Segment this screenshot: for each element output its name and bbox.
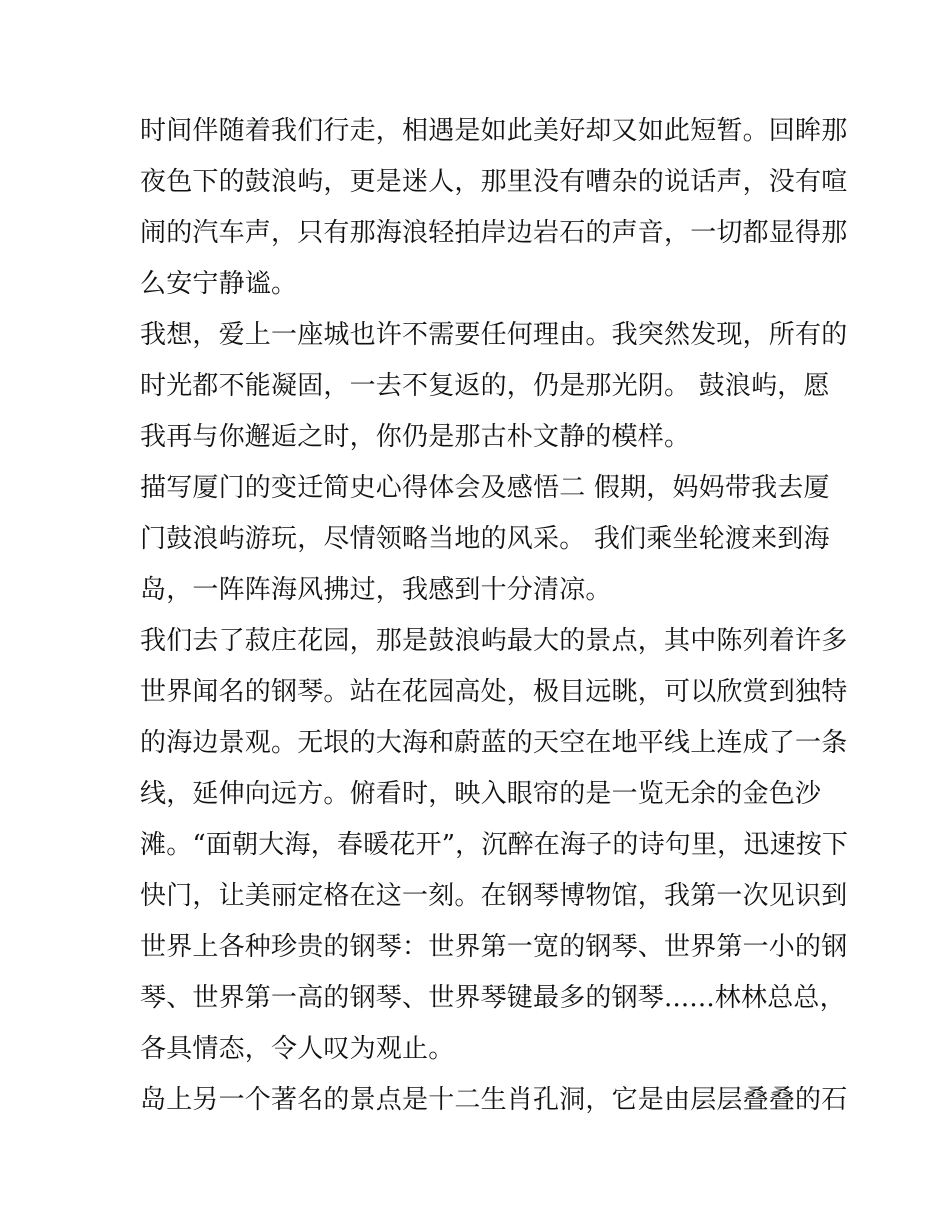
text-line: 琴、世界第一高的钢琴、世界琴键最多的钢琴......林林总总， xyxy=(140,983,846,1013)
text-line: 描写厦门的变迁简史心得体会及感悟二 假期，妈妈带我去厦 xyxy=(140,473,830,503)
text-line: 滩。“面朝大海，春暖花开”，沉醉在海子的诗句里，迅速按下 xyxy=(140,830,849,860)
text-line: 岛上另一个著名的景点是十二生肖孔洞，它是由层层叠叠的石 xyxy=(140,1085,848,1115)
text-line: 我们去了菽庄花园，那是鼓浪屿最大的景点，其中陈列着许多 xyxy=(140,626,848,656)
text-line: 各具情态，令人叹为观止。 xyxy=(140,1034,455,1064)
text-line: 闹的汽车声，只有那海浪轻拍岸边岩石的声音，一切都显得那 xyxy=(140,218,848,248)
text-line: 线，延伸向远方。俯看时，映入眼帘的是一览无余的金色沙 xyxy=(140,779,822,809)
text-line: 我想，爱上一座城也许不需要任何理由。我突然发现，所有的 xyxy=(140,320,848,350)
text-line: 么安宁静谧。 xyxy=(140,269,298,299)
text-line: 世界闻名的钢琴。站在花园高处，极目远眺，可以欣赏到独特 xyxy=(140,677,848,707)
text-line: 夜色下的鼓浪屿，更是迷人，那里没有嘈杂的说话声，没有喧 xyxy=(140,167,848,197)
text-line: 快门，让美丽定格在这一刻。在钢琴博物馆，我第一次见识到 xyxy=(140,881,848,911)
text-line: 时间伴随着我们行走，相遇是如此美好却又如此短暂。回眸那 xyxy=(140,116,848,146)
text-line: 门鼓浪屿游玩，尽情领略当地的风采。 我们乘坐轮渡来到海 xyxy=(140,524,830,554)
text-line: 我再与你邂逅之时，你仍是那古朴文静的模样。 xyxy=(140,422,691,452)
text-line: 的海边景观。无垠的大海和蔚蓝的天空在地平线上连成了一条 xyxy=(140,728,848,758)
text-line: 世界上各种珍贵的钢琴：世界第一宽的钢琴、世界第一小的钢 xyxy=(140,932,848,962)
text-line: 时光都不能凝固，一去不复返的，仍是那光阴。 鼓浪屿，愿 xyxy=(140,371,830,401)
body-text xyxy=(140,106,849,1126)
text-line: 岛，一阵阵海风拂过，我感到十分清凉。 xyxy=(140,575,612,605)
